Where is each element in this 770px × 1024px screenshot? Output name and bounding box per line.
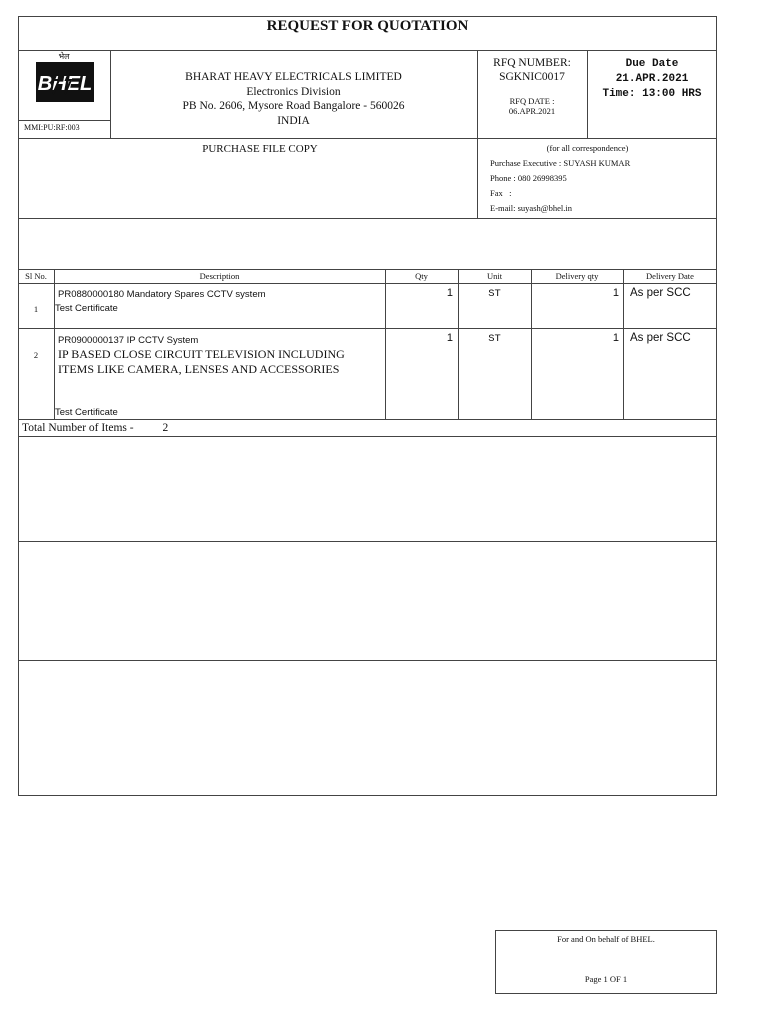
company-division: Electronics Division bbox=[246, 85, 341, 98]
row-certificate: Test Certificate bbox=[55, 303, 118, 314]
row-delivery-qty: 1 bbox=[612, 287, 619, 299]
row-sl: 1 bbox=[33, 304, 39, 314]
company-block bbox=[110, 70, 477, 128]
rfq-number-label: RFQ NUMBER: bbox=[493, 57, 571, 69]
contact-block bbox=[490, 141, 715, 216]
header-sl: Sl No. bbox=[25, 271, 47, 281]
row-unit: ST bbox=[488, 333, 501, 345]
header-divider bbox=[18, 138, 717, 139]
due-date: 21.APR.2021 bbox=[615, 73, 689, 85]
total-items bbox=[22, 422, 168, 434]
row-delivery-date: As per SCC bbox=[630, 287, 691, 299]
table-row bbox=[18, 329, 717, 419]
row-qty: 1 bbox=[446, 332, 453, 344]
contact-email: E-mail: suyash@bhel.in bbox=[490, 203, 572, 213]
logo-hindi-text: भेल bbox=[58, 52, 70, 61]
company-address: PB No. 2606, Mysore Road Bangalore - 560026 bbox=[182, 100, 405, 112]
rfq-date: 06.APR.2021 bbox=[508, 106, 556, 116]
row-delivery-date: As per SCC bbox=[630, 332, 691, 344]
due-date-label: Due Date bbox=[625, 58, 679, 70]
total-divider bbox=[18, 436, 717, 437]
total-items-value: 2 bbox=[162, 422, 169, 434]
form-code-divider bbox=[18, 120, 110, 121]
rfq-date-label: RFQ DATE : bbox=[509, 96, 555, 106]
behalf-text: For and On behalf of BHEL. bbox=[557, 934, 655, 944]
row-certificate: Test Certificate bbox=[55, 407, 118, 418]
total-items-label: Total Number of Items - bbox=[22, 422, 134, 434]
table-bottom-line bbox=[18, 419, 717, 420]
title-divider bbox=[18, 50, 717, 51]
bhel-logo bbox=[36, 62, 94, 102]
contact-phone: Phone : 080 26998395 bbox=[490, 173, 567, 183]
file-copy-label: PURCHASE FILE COPY bbox=[202, 143, 318, 155]
row-item-code: PR0900000137 IP CCTV System bbox=[58, 335, 199, 346]
section-divider bbox=[18, 660, 717, 661]
header-description: Description bbox=[199, 271, 240, 281]
page-number: Page 1 OF 1 bbox=[584, 974, 628, 984]
row-qty: 1 bbox=[446, 287, 453, 299]
contact-fax: Fax : bbox=[490, 188, 512, 198]
table-row bbox=[18, 284, 717, 328]
table-header-row bbox=[18, 271, 717, 283]
row-delivery-qty: 1 bbox=[612, 332, 619, 344]
contact-note: (for all correspondence) bbox=[546, 143, 629, 153]
contact-divider bbox=[18, 218, 717, 219]
row-sl: 2 bbox=[33, 350, 39, 360]
due-block bbox=[587, 57, 717, 102]
row-unit: ST bbox=[488, 288, 501, 300]
header-unit: Unit bbox=[486, 271, 503, 281]
row-long-description: IP BASED CLOSE CIRCUIT TELEVISION INCLUDING ITEMS LIKE CAMERA, LENSES AND ACCESSORIES bbox=[58, 347, 345, 376]
header-delivery-qty: Delivery qty bbox=[555, 271, 599, 281]
header-qty: Qty bbox=[415, 271, 428, 281]
row-item-code: PR0880000180 Mandatory Spares CCTV system bbox=[58, 289, 266, 300]
table-top-line bbox=[18, 269, 717, 270]
section-divider bbox=[18, 541, 717, 542]
bhel-logo-mark-icon bbox=[36, 62, 94, 102]
document-title: REQUEST FOR QUOTATION bbox=[266, 18, 469, 34]
rfq-number: SGKNIC0017 bbox=[499, 71, 565, 83]
svg-text:BHEL: BHEL bbox=[37, 73, 93, 95]
company-country: INDIA bbox=[277, 114, 310, 127]
company-name: BHARAT HEAVY ELECTRICALS LIMITED bbox=[185, 71, 402, 83]
header-delivery-date: Delivery Date bbox=[646, 271, 694, 281]
contact-executive: Purchase Executive : SUYASH KUMAR bbox=[490, 158, 631, 168]
form-code: MMI:PU:RF:003 bbox=[24, 123, 80, 132]
rfq-block bbox=[477, 56, 587, 116]
due-time: Time: 13:00 HRS bbox=[602, 88, 702, 100]
